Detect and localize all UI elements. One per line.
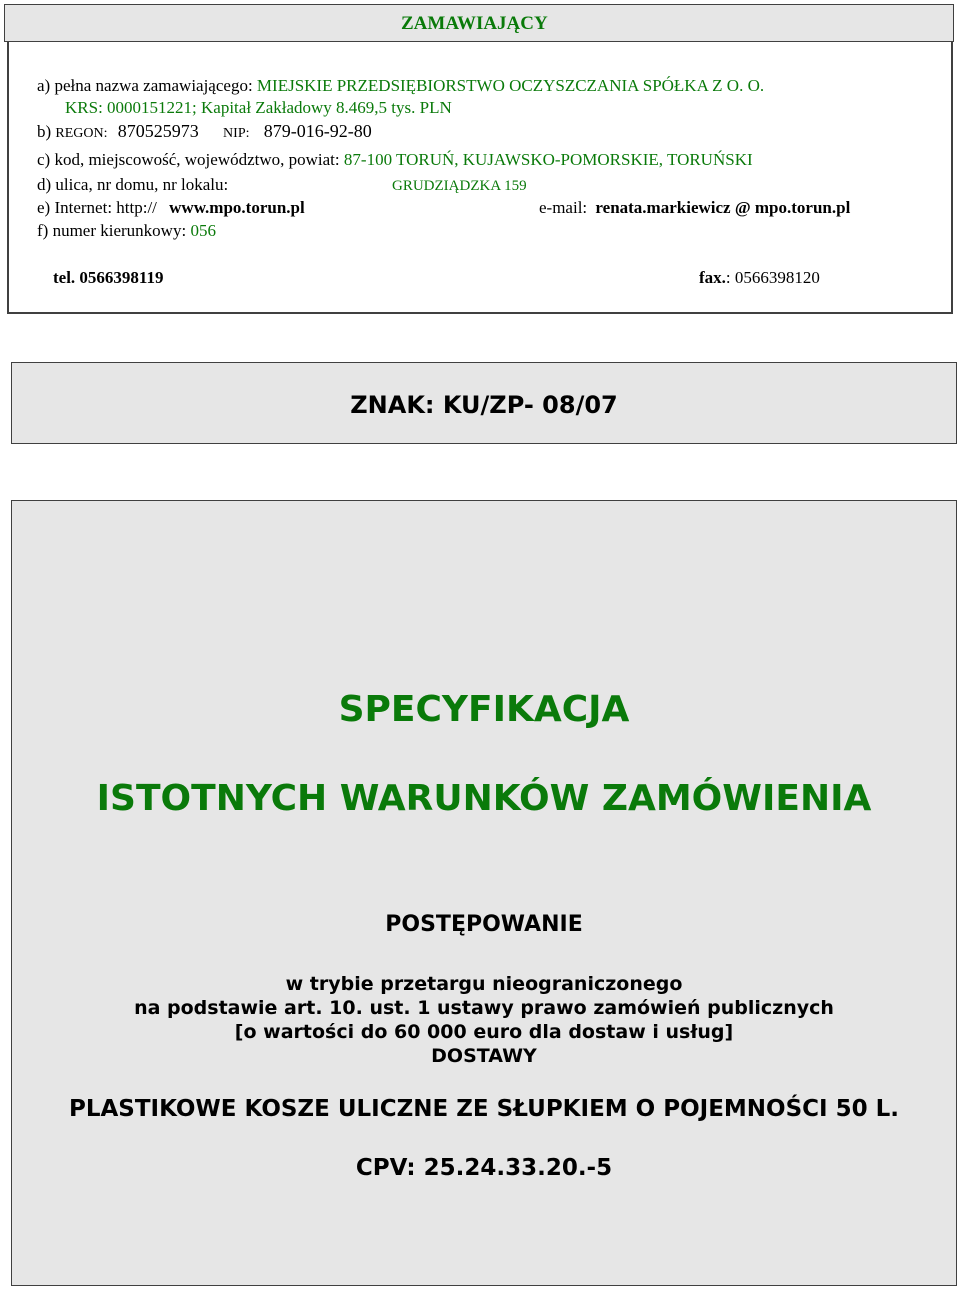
contractor-info-box xyxy=(7,42,953,314)
nip-label: NIP: xyxy=(223,126,250,141)
reference-number: ZNAK: KU/ZP- 08/07 xyxy=(350,391,618,419)
line-a xyxy=(37,76,764,96)
f-value: 056 xyxy=(190,221,216,240)
line-b xyxy=(37,121,372,144)
line-e xyxy=(37,198,305,218)
c-value: 87-100 TORUŃ, KUJAWSKO-POMORSKIE, TORUŃSKI xyxy=(339,150,753,169)
d-value: GRUDZIĄDZKA 159 xyxy=(392,178,527,194)
spec-title-line2: ISTOTNYCH WARUNKÓW ZAMÓWIENIA xyxy=(96,778,872,819)
mode-line-1: w trybie przetargu nieograniczonego xyxy=(285,973,683,995)
line-c xyxy=(37,150,753,170)
cpv-code: CPV: 25.24.33.20.-5 xyxy=(355,1155,613,1181)
email-value: renata.markiewicz @ mpo.torun.pl xyxy=(595,198,851,217)
tel: tel. 0566398119 xyxy=(53,268,164,287)
procedure-heading: POSTĘPOWANIE xyxy=(385,912,583,937)
mode-line-2: na podstawie art. 10. ust. 1 ustawy prawo zamówień publicznych xyxy=(134,997,834,1019)
header-bar xyxy=(4,4,954,42)
nip-value: 879-016-92-80 xyxy=(263,121,372,141)
line-email xyxy=(539,198,850,218)
email-label: e-mail: xyxy=(539,198,588,217)
b-label: b) xyxy=(37,122,56,141)
spec-title-line1: SPECYFIKACJA xyxy=(338,689,630,730)
name-value: MIEJSKIE PRZEDSIĘBIORSTWO OCZYSZCZANIA SPÓŁKA Z O. O. xyxy=(256,76,765,95)
d-label: d) ulica, nr domu, nr lokalu: xyxy=(37,175,229,194)
c-colon: : xyxy=(334,150,340,169)
fax-line xyxy=(699,268,820,288)
line-f xyxy=(37,221,216,241)
regon-label: REGON: xyxy=(55,126,108,141)
header-title: ZAMAWIAJĄCY xyxy=(401,13,548,34)
mode-line-4: DOSTAWY xyxy=(431,1045,537,1067)
e-label: e) Internet: http:// xyxy=(37,198,157,217)
fax-value: : 0566398120 xyxy=(725,268,820,287)
mode-line-3: [o wartości do 60 000 euro dla dostaw i usług] xyxy=(234,1021,734,1043)
f-label: f) numer kierunkowy: xyxy=(37,221,191,240)
fax-label: fax. xyxy=(699,268,726,287)
krs-line: KRS: 0000151221; Kapitał Zakładowy 8.469,5 tys. PLN xyxy=(65,98,452,117)
website-value: www.mpo.torun.pl xyxy=(169,198,305,217)
specification-box xyxy=(11,500,957,1286)
name-label: a) pełna nazwa zamawiającego: xyxy=(37,76,257,95)
order-subject: PLASTIKOWE KOSZE ULICZNE ZE SŁUPKIEM O POJEMNOŚCI 50 L. xyxy=(68,1096,900,1122)
regon-value: 870525973 xyxy=(117,121,199,141)
reference-box xyxy=(11,362,957,444)
c-label: c) kod, miejscowość, województwo, powiat xyxy=(37,150,335,169)
